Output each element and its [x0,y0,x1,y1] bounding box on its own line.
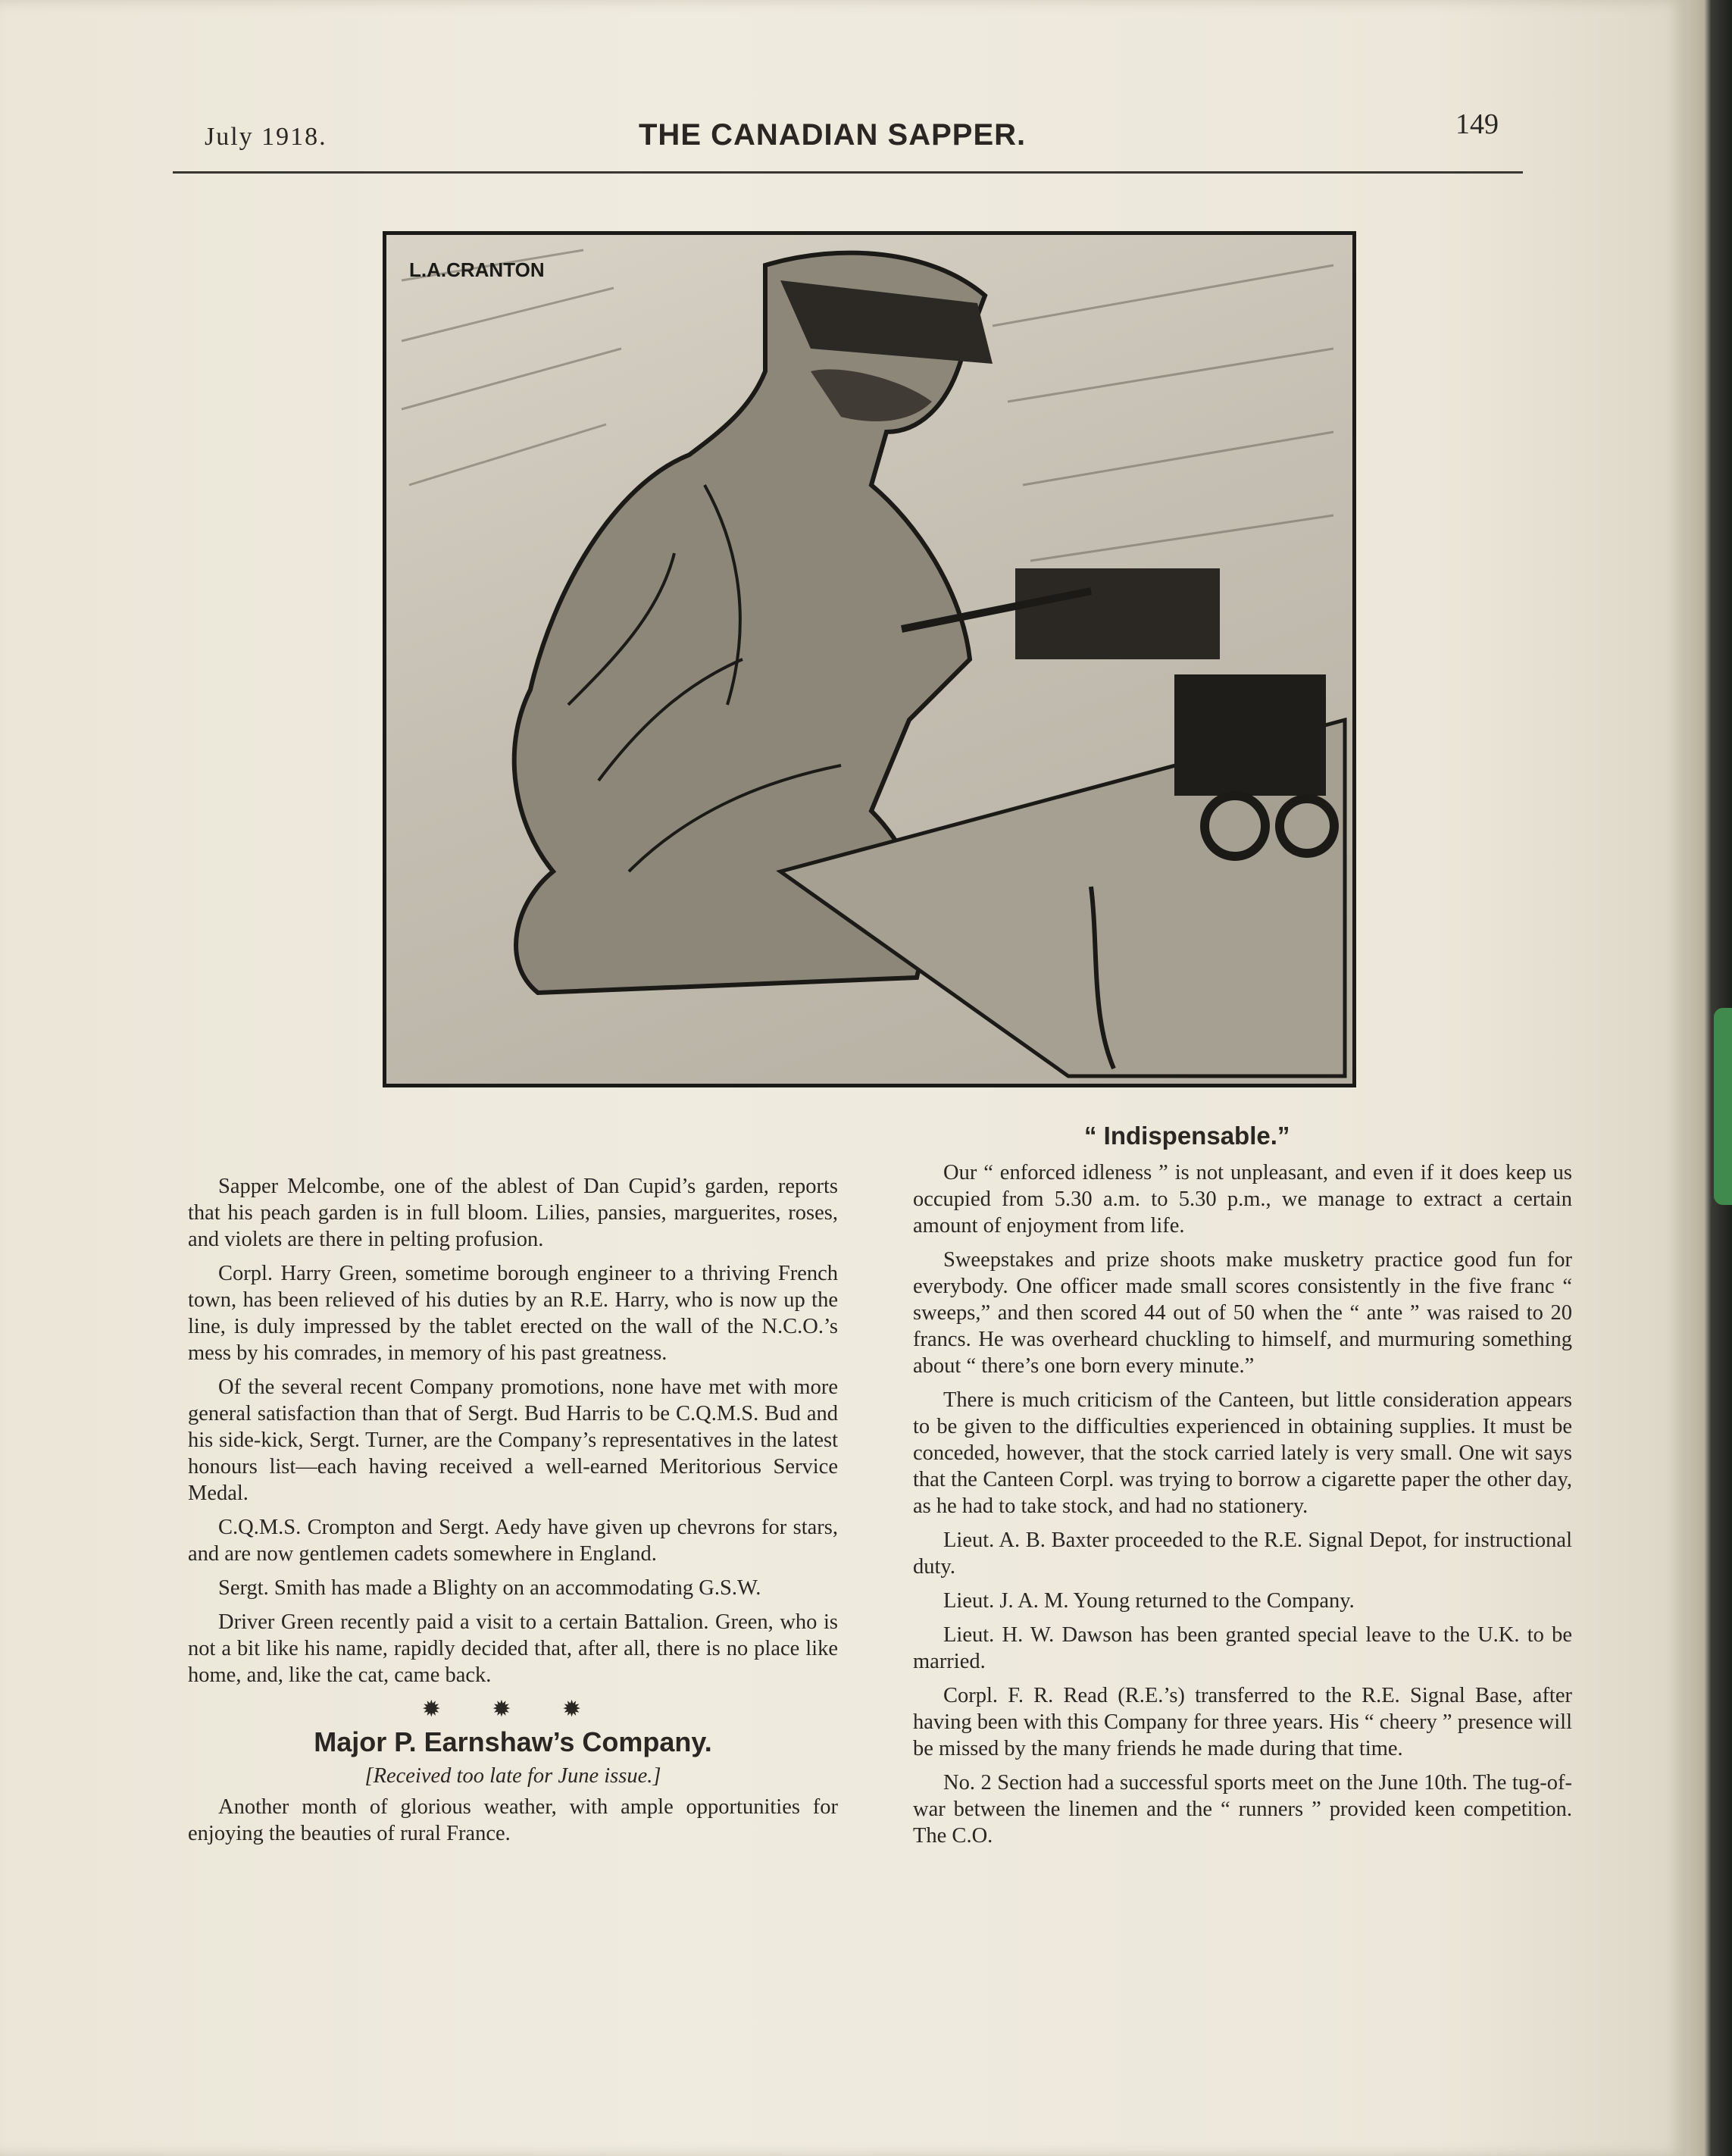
issue-date: July 1918. [205,123,327,151]
magazine-title: THE CANADIAN SAPPER. [639,118,1027,152]
paragraph: Corpl. Harry Green, sometime borough engineer to a thriving French town, has been relieved of his duties by an R.E. Harry, who is now up the line, is duly impressed by the tablet erected on the wall of the N.C.O.’s mess by his comrades, in memory of his past greatness. [188,1262,838,1365]
paragraph: Another month of glorious weather, with ample opportunities for enjoying the beauties of rural France. [188,1795,838,1845]
page-number: 149 [1455,108,1499,140]
paragraph: Lieut. H. W. Dawson has been granted special leave to the U.K. to be married. [913,1623,1572,1673]
paragraph: Lieut. J. A. M. Young returned to the Company. [943,1589,1355,1613]
paragraph: C.Q.M.S. Crompton and Sergt. Aedy have given up chevrons for stars, and are now gentlemen cadets somewhere in England. [188,1516,838,1566]
left-column [188,1173,838,1854]
paragraph: Driver Green recently paid a visit to a certain Battalion. Green, who is not a bit like his name, rapidly decided that, after all, there is no place like home, and, like the cat, came back. [188,1610,838,1687]
sketch-drawing [386,235,1352,1084]
illustration-sapper-at-telegraph [383,231,1356,1087]
paragraph: There is much criticism of the Canteen, but little consideration appears to be given to the difficulties experienced in obtaining supplies. It must be conceded, however, that the stock carried lately is very small. One wit says that the Canteen Corpl. was trying to borrow a cigarette paper the other day, as he had to take stock, and had no stationery. [913,1388,1572,1518]
paragraph: No. 2 Section had a successful sports meet on the June 10th. The tug-of-war between the linemen and the “ runners ” provided keen competition. The C.O. [913,1771,1572,1848]
paragraph: Lieut. A. B. Baxter proceeded to the R.E. Signal Depot, for instructional duty. [913,1529,1572,1579]
paragraph: Corpl. F. R. Read (R.E.’s) transferred to the R.E. Signal Base, after having been with this Company for three years. His “ cheery ” presence will be missed by the many friends he made during that time. [913,1684,1572,1760]
paragraph: Of the several recent Company promotions, none have met with more general satisfaction than that of Sergt. Bud Harris to be C.Q.M.S. Bud and his side-kick, Sergt. Turner, are the Company’s representatives in the latest honours list—each having received a well-earned Meritorious Service Medal. [188,1375,838,1505]
right-column [913,1159,1572,1857]
section-heading: Major P. Earnshaw’s Company. [314,1726,712,1757]
bookmark-tab [1714,1008,1732,1205]
section-ornament: ✹ ✹ ✹ [421,1697,605,1722]
paragraph: Sergt. Smith has made a Blighty on an accommodating G.S.W. [218,1576,761,1600]
paragraph: Sweepstakes and prize shoots make musketry practice good fun for everybody. One officer made small scores consistently in the five franc “ sweeps,” and then scored 44 out of 50 when the “ ante ” was raised to 20 francs. He was overheard chuckling to himself, and murmuring something about “ there’s one born every minute.” [913,1248,1572,1378]
illustration-caption: “ Indispensable.” [1084,1122,1290,1150]
page-header [173,108,1521,174]
paragraph: Our “ enforced idleness ” is not unpleasant, and even if it does keep us occupied from 5.30 a.m. to 5.30 p.m., we manage to extract a certain amount of enjoyment from life. [913,1161,1572,1238]
artist-signature: L.A.CRANTON [409,258,545,281]
header-rule [173,171,1523,174]
section-note: [Received too late for June issue.] [364,1764,661,1788]
paragraph: Sapper Melcombe, one of the ablest of Dan Cupid’s garden, reports that his peach garden is in full bloom. Lilies, pansies, marguerites, roses, and violets are there in pelting profusion. [188,1175,838,1251]
